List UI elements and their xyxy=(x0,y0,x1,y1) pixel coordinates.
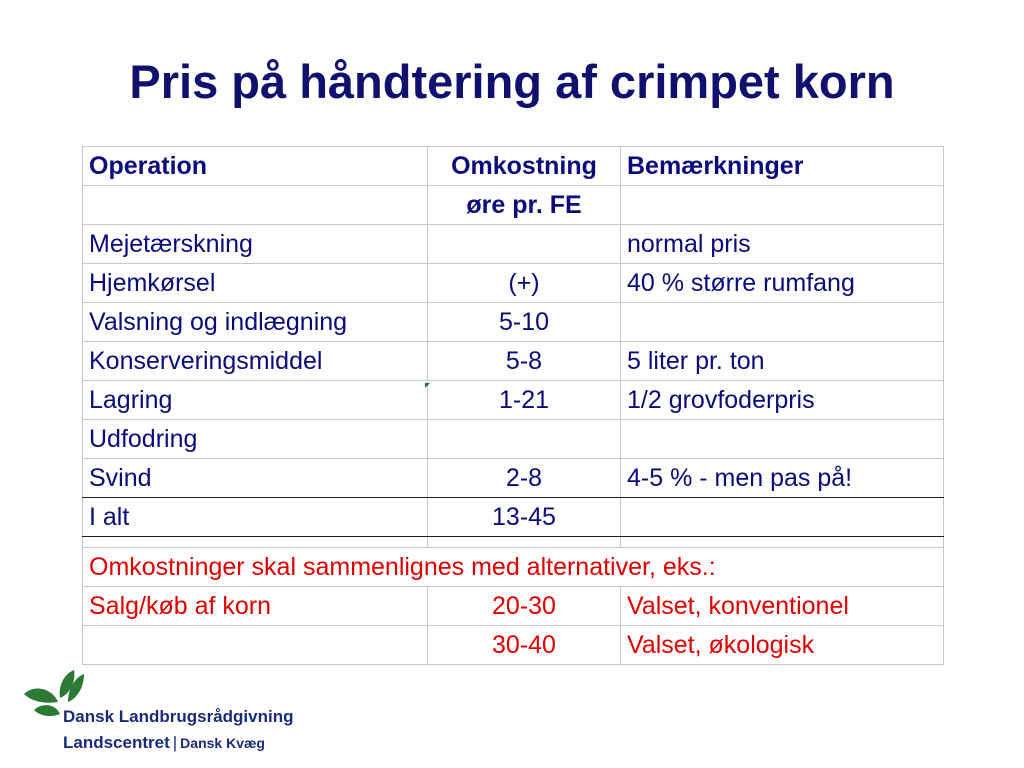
header-remarks: Bemærkninger xyxy=(621,147,944,186)
table-row xyxy=(83,342,944,381)
alternative-remark: Valset, økologisk xyxy=(621,626,944,665)
row-cost: 5-8 xyxy=(428,342,621,381)
row-remark: 40 % større rumfang xyxy=(621,264,944,303)
organization-logo xyxy=(22,668,362,758)
header-empty-3 xyxy=(621,186,944,225)
row-operation: Mejetærskning xyxy=(83,225,428,264)
logo-org-name xyxy=(63,707,294,727)
alternative-operation xyxy=(83,626,428,665)
row-operation: Valsning og indlægning xyxy=(83,303,428,342)
row-operation: Konserveringsmiddel xyxy=(83,342,428,381)
spacer-row xyxy=(83,537,944,548)
alternative-row xyxy=(83,626,944,665)
slide-title: Pris på håndtering af crimpet korn xyxy=(129,55,895,108)
row-remark xyxy=(621,303,944,342)
row-cost: 5-10 xyxy=(428,303,621,342)
logo-unit: Dansk Kvæg xyxy=(180,735,265,751)
alternatives-note: Omkostninger skal sammenlignes med alternativer, eks.: xyxy=(83,548,944,587)
row-cost xyxy=(428,225,621,264)
row-remark: 1/2 grovfoderpris xyxy=(621,381,944,420)
row-cost xyxy=(428,420,621,459)
table-row xyxy=(83,459,944,498)
alternative-remark: Valset, konventionel xyxy=(621,587,944,626)
row-cost: 1-21 xyxy=(428,381,621,420)
logo-org-part2: rådgivning xyxy=(206,707,294,726)
row-operation: Lagring xyxy=(83,381,428,420)
logo-separator: | xyxy=(172,733,178,752)
logo-subline xyxy=(63,733,265,753)
logo-org-part1: Dansk Landbrugs xyxy=(63,707,207,726)
logo-center: Landscentret xyxy=(63,733,170,752)
spacer-cell xyxy=(428,537,621,548)
total-label: I alt xyxy=(83,498,428,537)
spacer-cell xyxy=(621,537,944,548)
row-operation: Svind xyxy=(83,459,428,498)
cell-marker-triangle xyxy=(425,383,430,388)
total-cost: 13-45 xyxy=(428,498,621,537)
alternative-cost: 20-30 xyxy=(428,587,621,626)
table-header-row xyxy=(83,147,944,186)
row-operation: Udfodring xyxy=(83,420,428,459)
alternative-row xyxy=(83,587,944,626)
table-row xyxy=(83,225,944,264)
table-row xyxy=(83,264,944,303)
row-remark xyxy=(621,420,944,459)
cost-table xyxy=(82,146,944,665)
table-header-row-2 xyxy=(83,186,944,225)
row-remark: 5 liter pr. ton xyxy=(621,342,944,381)
row-cost: (+) xyxy=(428,264,621,303)
alternatives-note-row xyxy=(83,548,944,587)
spacer-cell xyxy=(83,537,428,548)
header-cost: Omkostning xyxy=(428,147,621,186)
alternative-operation: Salg/køb af korn xyxy=(83,587,428,626)
total-remark xyxy=(621,498,944,537)
row-operation: Hjemkørsel xyxy=(83,264,428,303)
row-remark: normal pris xyxy=(621,225,944,264)
alternative-cost: 30-40 xyxy=(428,626,621,665)
table-row xyxy=(83,303,944,342)
total-row xyxy=(83,498,944,537)
header-cost-unit: øre pr. FE xyxy=(428,186,621,225)
row-remark: 4-5 % - men pas på! xyxy=(621,459,944,498)
header-operation: Operation xyxy=(83,147,428,186)
header-empty-1 xyxy=(83,186,428,225)
table-row xyxy=(83,420,944,459)
row-cost: 2-8 xyxy=(428,459,621,498)
table-row xyxy=(83,381,944,420)
